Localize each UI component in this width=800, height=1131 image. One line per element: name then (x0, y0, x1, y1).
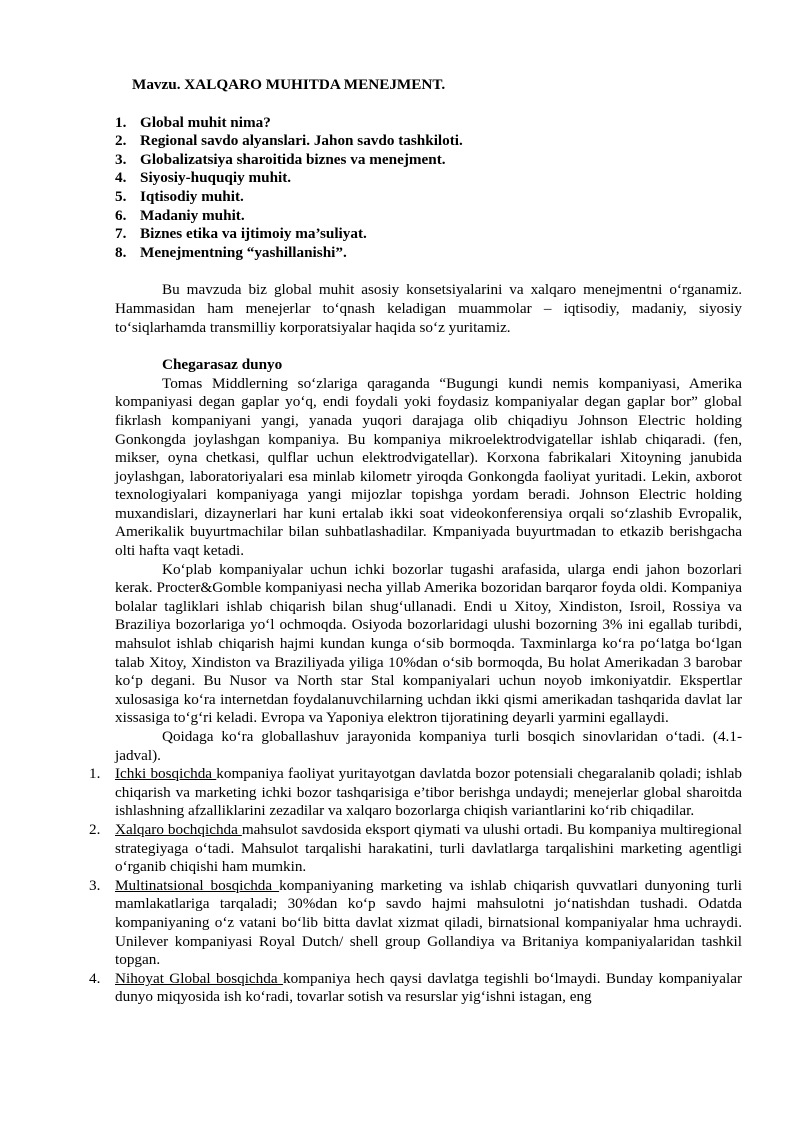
topic-number: 1. (115, 113, 127, 131)
topic-item (115, 188, 742, 207)
stage-text: mahsulot savdosida eksport qiymati va ulushi ortadi. Bu kompaniya multiregional strategiyaga o‘tadi. Mahsulot tarqalishi harakatini, turli davlatlarga tarqalishini marketing agentligi o‘rganib chiqishi ham mumkin. (115, 820, 742, 876)
intro-paragraph: Bu mavzuda biz global muhit asosiy konsetsiyalarini va xalqaro menejmentni o‘rganamiz. Hammasidan ham menejerlar to‘qnash keladigan muammolar – iqtisodiy, madaniy, siyosiy to‘siqlarhamda transmilliy korporatsiyalar haqida so‘z yuritamiz. (115, 281, 742, 336)
stage-text: kompaniya hech qaysi davlatga tegishli bo‘lmaydi. Bunday kompaniyalar dunyo miqyosida ish ko‘radi, tovarlar sotish va resurslar yig‘ishni istagan, eng (115, 969, 742, 1006)
topic-item (115, 225, 742, 244)
stage-item (89, 820, 742, 877)
stage-title: Xalqaro bochqichda (115, 820, 242, 838)
topic-item (115, 169, 742, 188)
topic-text: Global muhit nima? (140, 113, 271, 131)
topic-number: 7. (115, 225, 127, 243)
topic-number: 8. (115, 243, 127, 261)
stage-title: Multinatsional bosqichda (115, 876, 280, 894)
topic-text: Menejmentning “yashillanishi”. (140, 243, 347, 261)
topic-item (115, 132, 742, 151)
stage-number: 4. (89, 969, 101, 987)
stage-item (89, 765, 742, 821)
body-paragraph: Ko‘plab kompaniyalar uchun ichki bozorlar tugashi arafasida, ularga endi jahon bozorlari kerak. Procter&Gomble kompaniyasi necha yillab Amerika bozoridan barqaror foyda oldi. Kompaniya bolalar tagliklari ishlab chiqarish bilan shug‘ullanadi. Endi u Xitoy, Xindiston, Isroil, Rossiya va Braziliya bozorlariga yo‘l ochmoqda. Osiyoda bozorlaridagi ulushi bozorning 3% ini egallab turibdi, mahsulot ishlab chiqarish hajmi kundan kunga o‘sib bormoqda. Taxminlarga ko‘ra po‘latga bo‘lgan talab Xitoy, Xindiston va Braziliyada yiliga 10%dan o‘sib bormoqda, Bu holat Amerikadan 3 barobar ko‘p degani. Bu Nusor va North star Stal kompaniyalari uchun noyob imkoniyatdir. Ekspertlar xulosasiga ko‘ra internetdan foydalanuvchilarning uchdan ikki qismi amerikadan tashqarida davlat lar xissasiga to‘g‘ri keladi. Evropa va Yaponiya elektron tijoratining deyarli yarmini egallaydi. (115, 560, 742, 727)
document-title: Mavzu. XALQARO MUHITDA MENEJMENT. (132, 76, 446, 93)
topic-item (115, 151, 742, 170)
stage-number: 2. (89, 820, 101, 838)
topic-text: Siyosiy-huquqiy muhit. (140, 169, 292, 187)
stage-number: 1. (89, 765, 101, 783)
topic-item (115, 244, 742, 263)
stage-number: 3. (89, 876, 101, 894)
topic-text: Globalizatsiya sharoitida biznes va menejment. (140, 150, 446, 168)
topic-number: 4. (115, 169, 127, 187)
topic-text: Iqtisodiy muhit. (140, 187, 244, 205)
topic-number: 2. (115, 132, 127, 150)
body-paragraph: Qoidaga ko‘ra globallashuv jarayonida kompaniya turli bosqich sinovlaridan o‘tadi. (4.1-jadval). (115, 728, 742, 764)
topic-text: Madaniy muhit. (140, 206, 245, 224)
topic-number: 5. (115, 187, 127, 205)
stage-title: Ichki bosqichda (115, 765, 217, 783)
stage-item (89, 969, 742, 1007)
topic-number: 3. (115, 150, 127, 168)
topic-item (115, 114, 742, 133)
stage-title: Nihoyat Global bosqichda (115, 969, 283, 987)
body-paragraph: Tomas Middlerning so‘zlariga qaraganda “Bugungi kundi nemis kompaniyasi, Amerika kompaniyasi degan gaplar yo‘q, endi foydali yoki foydasiz kompaniyalar degan gaplar bor” global fikrlash kompaniyani yangi, yanada yuqori darajaga olib chiqadiyu Johnson Electric holding Gonkongda joylashgan kompaniya. Bu kompaniya mikroelektrodvigatellar ishlab chiqaradi. (fen, mikser, oyna chetkasi, qulflar uchun elektrodvigatellar). Korxona fabrikalari Xitoyning janubida joylashgan, laboratoriyalari esa minlab kilometr yiroqda Gonkongda faoliyat yuritadi. Lekin, axborot texnologiyalari kompaniyaga yangi mijozlar topishga yordam beradi. Johnson Electric holding muxandislari, dizaynerlari har kuni ertalab ikki soat videokonferensiya orqali so‘zlashib Evropalik, Amerikalik buyurtmachilar bilan suhbatlashadilar. Kmpaniyada buyurtmadan to etkazib berishgacha olti hafta vaqt ketadi. (115, 374, 742, 560)
topic-item (115, 207, 742, 226)
document-page (89, 76, 742, 1007)
stage-list (89, 765, 742, 1007)
topic-text: Biznes etika va ijtimoiy ma’suliyat. (140, 225, 367, 243)
stage-item (89, 876, 742, 970)
stage-text: kompaniyaning marketing va ishlab chiqarish quvvatlari dunyoning turli mamlakatlariga tarqaladi; 30%dan ko‘p savdo hajmi mahsulotni jo‘natishdan tushadi. Odatda kompaniyaning o‘z vatani bo‘lib bitta davlat xizmat qiladi, birnatsional kompaniyalar hma uchraydi. Unilever kompaniyasi Royal Dutch/ shell group Gollandiya va Britaniya kompaniyalaridan tashkil topgan. (115, 876, 742, 969)
section-heading: Chegarasaz dunyo (162, 356, 283, 374)
stage-text: kompaniya faoliyat yuritayotgan davlatda bozor potensiali chegaralanib qoladi; ishlab chiqarish va marketing ichki bozor tashqarisiga e’tibor berishga undaydi; menejerlar global sharoitda ishlashning afzalliklarini zezadilar va xalqaro bozorlarga chiqish variantlarini ko‘rib chiqadilar. (115, 765, 742, 820)
topic-number: 6. (115, 206, 127, 224)
topic-list (115, 114, 742, 263)
topic-text: Regional savdo alyanslari. Jahon savdo tashkiloti. (140, 132, 463, 150)
